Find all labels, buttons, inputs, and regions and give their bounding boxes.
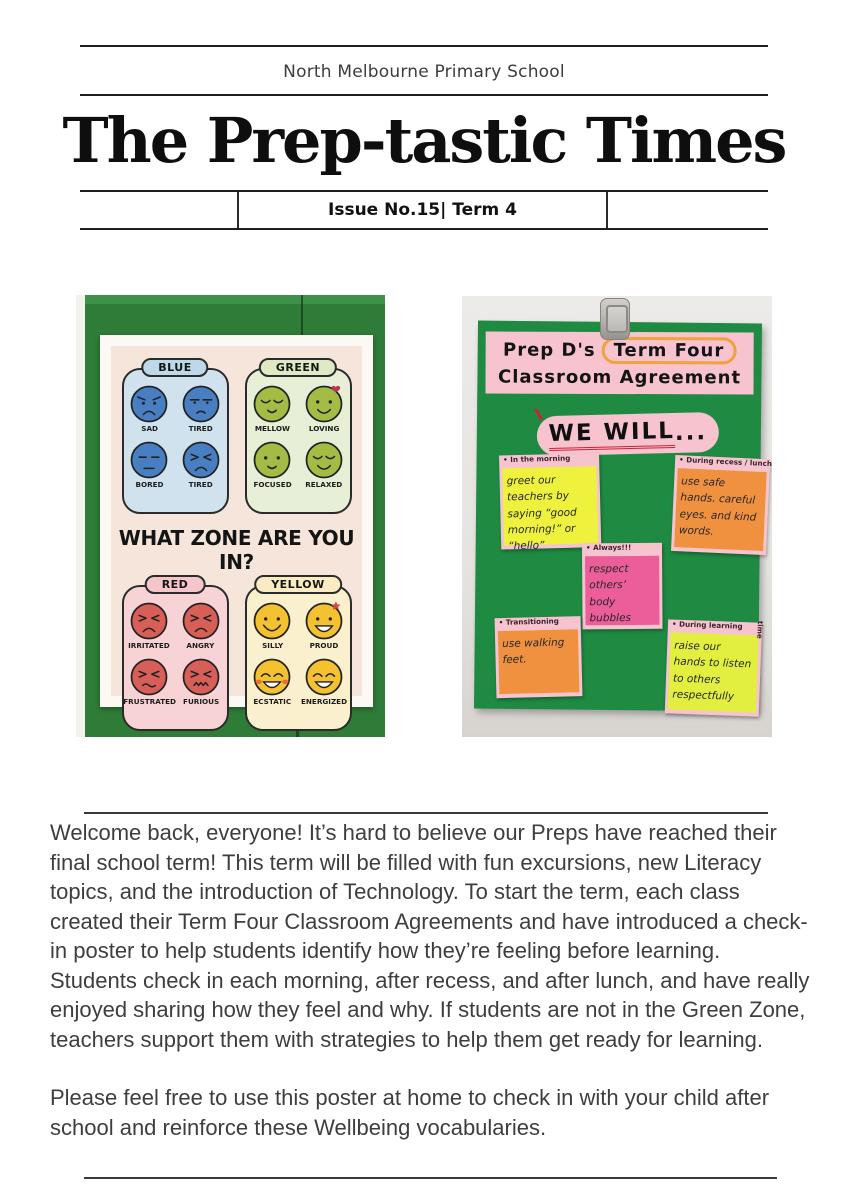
zone-pill-label: RED (145, 575, 206, 594)
zone-pill-label: BLUE (141, 358, 208, 377)
face-label: ECSTATIC (253, 698, 292, 706)
newsletter-title: The Prep-tastic Times (62, 104, 786, 177)
face-focused (247, 439, 297, 492)
sticky-note-header: • During recess / lunch (678, 456, 772, 469)
face-label: SAD (140, 425, 158, 433)
zone-card-red (122, 578, 229, 731)
sticky-note-body: respect others’ body bubbles (585, 556, 659, 626)
sticky-note-body: raise our hands to listen to others respectfully (668, 632, 759, 712)
issue-label: Issue No.15| Term 4 (237, 192, 608, 228)
article-paragraph-2: Please feel free to use this poster at home to check in with your child after school and reinforce these Wellbeing vocabularies. (50, 1085, 770, 1140)
sticky-note-2 (671, 455, 770, 555)
sticky-note-4 (495, 616, 583, 698)
divider-line (80, 45, 768, 47)
face-ecstatic (247, 656, 297, 709)
we-will-text: WE WILL (548, 418, 675, 451)
door-top-rail (76, 295, 385, 304)
bulldog-clip (600, 298, 630, 340)
sticky-note-5 (665, 619, 762, 716)
face-label: PROUD (309, 642, 339, 650)
face-angry (176, 600, 226, 653)
face-irritated (124, 600, 174, 653)
furious-face-icon (180, 656, 222, 698)
zone-pill-label: YELLOW (254, 575, 342, 594)
face-label: MELLOW (254, 425, 290, 433)
sticky-note-side-label: time (754, 620, 764, 639)
wall-strip (76, 295, 85, 737)
face-energized (299, 656, 349, 709)
face-tired (176, 439, 226, 492)
school-name: North Melbourne Primary School (283, 62, 565, 82)
face-mellow (247, 383, 297, 436)
zone-pill-label: GREEN (259, 358, 337, 377)
divider-line (84, 1177, 777, 1179)
energized-face-icon (303, 656, 345, 698)
agreement-title-line2: Classroom Agreement (497, 366, 742, 389)
zone-faces-grid (124, 370, 227, 492)
face-sad (124, 383, 174, 436)
face-label: BORED (135, 481, 164, 489)
face-bored (124, 439, 174, 492)
zone-card-blue (122, 361, 229, 514)
face-label: ENERGIZED (300, 698, 347, 706)
article-paragraph-1: Welcome back, everyone! It’s hard to believe our Preps have reached their final school term! This term will be filled with fun excursions, new Literacy topics, and the introduction of Technology. To start the term, each class created their Term Four Classroom Agreements and have introduced a check-in poster to help students identify how they’re feeling before learning. Students check in each morning, after recess, and after lunch, and have really enjoyed sharing how they feel and why. If students are not in the Green Zone, teachers support them with strategies to help them get ready for learning. (50, 820, 810, 1052)
mellow-face-icon (251, 383, 293, 425)
proud-face-icon (303, 600, 345, 642)
zones-poster-sheet (100, 335, 373, 707)
zone-card-green (245, 361, 352, 514)
zone-faces-grid (247, 370, 350, 492)
sticky-note-body: use safe hands. careful eyes. and kind words. (674, 468, 766, 551)
sad-face-icon (128, 383, 170, 425)
zone-faces-grid (124, 587, 227, 709)
sticky-note-3 (582, 543, 663, 630)
zones-poster-inner (111, 346, 362, 706)
issue-bar-right-cell (608, 192, 768, 228)
face-frustrated (124, 656, 174, 709)
zone-question: WHAT ZONE ARE YOU IN? (118, 526, 355, 574)
face-tired (176, 383, 226, 436)
face-label: FOCUSED (253, 481, 292, 489)
face-proud (299, 600, 349, 653)
agreement-title-highlight: Term Four (602, 337, 737, 364)
face-label: TIRED (188, 425, 213, 433)
zone-row-top (122, 361, 352, 514)
face-label: FURIOUS (182, 698, 219, 706)
sticky-note-1 (499, 453, 601, 553)
zones-poster-photo (76, 295, 385, 737)
zone-faces-grid (247, 587, 350, 709)
agreement-green-poster (474, 321, 772, 712)
face-label: FRUSTRATED (122, 698, 176, 706)
bored-face-icon (128, 439, 170, 481)
agreement-title-prefix: Prep D's (502, 339, 596, 361)
zone-row-bottom (122, 578, 352, 731)
sticky-note-header: • During learning (671, 620, 743, 631)
divider-line (84, 812, 768, 814)
face-label: TIRED (188, 481, 213, 489)
sticky-note-body: greet our teachers by saying “good morning!” or “hello” (502, 466, 598, 545)
tired2-face-icon (180, 439, 222, 481)
loving-face-icon (303, 383, 345, 425)
issue-bar-left-cell (80, 192, 237, 228)
divider-line (80, 94, 768, 96)
we-will-blob (536, 412, 719, 456)
face-relaxed (299, 439, 349, 492)
silly-face-icon (251, 600, 293, 642)
face-silly (247, 600, 297, 653)
angry-face-icon (180, 600, 222, 642)
sticky-note-body: use walking feet. (498, 629, 580, 694)
face-label: ANGRY (186, 642, 215, 650)
sticky-note-header: • In the morning (503, 454, 571, 465)
face-label: SILLY (261, 642, 283, 650)
issue-bar (80, 190, 768, 230)
face-label: RELAXED (305, 481, 343, 489)
article-body (50, 818, 810, 1142)
focused-face-icon (251, 439, 293, 481)
agreement-title-line1 (488, 337, 752, 365)
irritated-face-icon (128, 600, 170, 642)
sticky-note-header: • Always!!! (585, 543, 632, 553)
agreement-title-banner (485, 332, 753, 395)
relaxed-face-icon (303, 439, 345, 481)
face-label: IRRITATED (128, 642, 171, 650)
face-label: LOVING (308, 425, 339, 433)
face-furious (176, 656, 226, 709)
agreement-poster-photo (462, 296, 772, 737)
ecstatic-face-icon (251, 656, 293, 698)
we-will-ellipsis: ... (674, 419, 708, 446)
frustrated-face-icon (128, 656, 170, 698)
zone-card-yellow (245, 578, 352, 731)
tired-face-icon (180, 383, 222, 425)
sticky-note-header: • Transitioning (498, 617, 560, 628)
face-loving (299, 383, 349, 436)
